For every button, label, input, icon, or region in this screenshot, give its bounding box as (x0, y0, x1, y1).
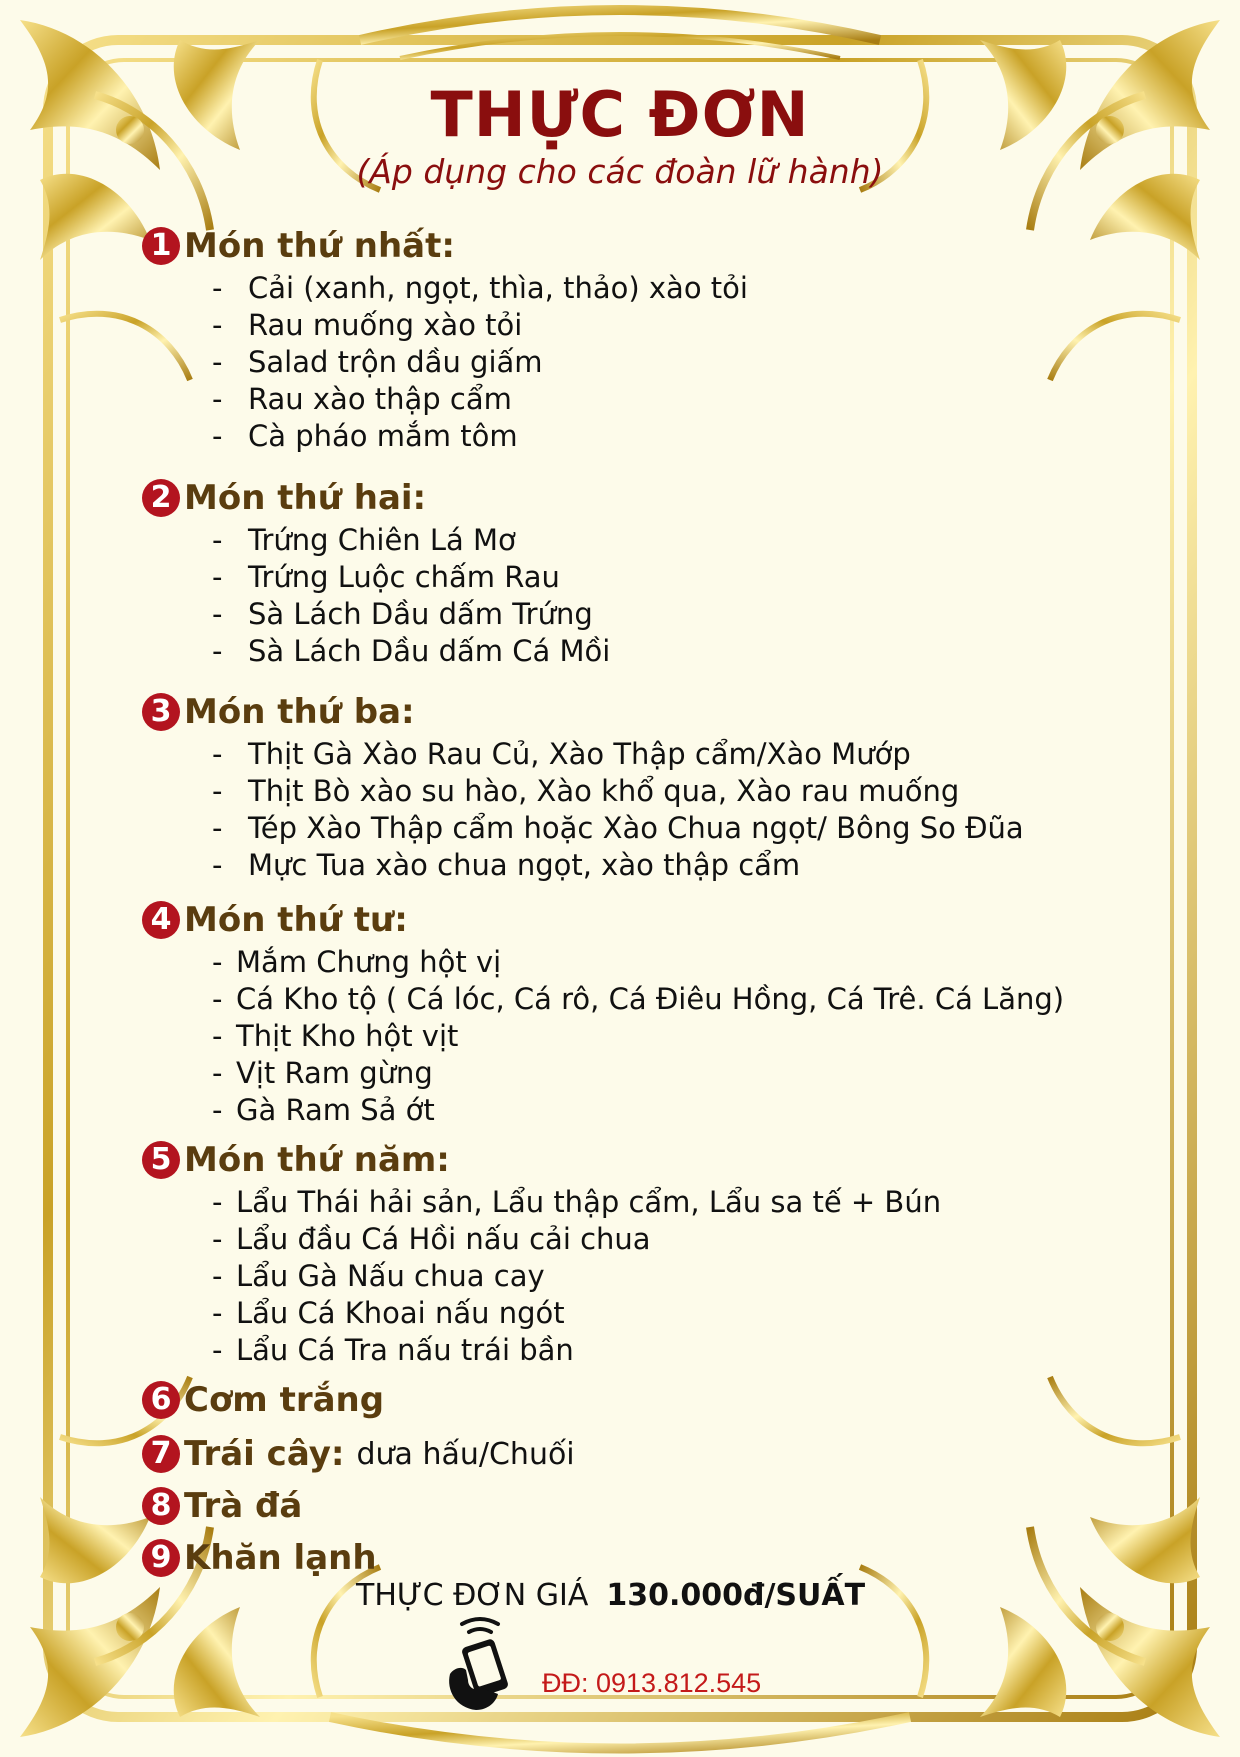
section-title: Món thứ tư: (184, 900, 408, 940)
section-title: Món thứ hai: (184, 478, 427, 518)
section-title: Trà đá (184, 1486, 303, 1526)
list-item: - Trứng Chiên Lá Mơ (212, 523, 516, 557)
section-number-badge: 1 (142, 227, 180, 265)
price-label: THỰC ĐƠN GIÁ (356, 1578, 589, 1613)
list-item: - Mắm Chưng hột vị (212, 945, 502, 979)
list-item: - Lẩu Cá Tra nấu trái bần (212, 1333, 574, 1367)
list-item: - Salad trộn dầu giấm (212, 345, 543, 379)
menu-section-6 (142, 1376, 1142, 1424)
menu-section-5 (142, 1136, 1142, 1369)
section-number-badge: 4 (142, 901, 180, 939)
menu-section-3 (142, 688, 1142, 884)
smartphone-hand-icon (442, 1612, 518, 1712)
section-number-badge: 3 (142, 693, 180, 731)
section-number-badge: 9 (142, 1539, 180, 1577)
menu-section-2 (142, 474, 1142, 670)
section-number-badge: 2 (142, 479, 180, 517)
section-detail: dưa hấu/Chuối (356, 1436, 575, 1472)
list-item: - Gà Ram Sả ớt (212, 1093, 435, 1127)
section-title: Cơm trắng (184, 1380, 385, 1420)
list-item: - Sà Lách Dầu dấm Trứng (212, 597, 593, 631)
list-item: - Lẩu Cá Khoai nấu ngót (212, 1296, 565, 1330)
section-title: Món thứ nhất: (184, 226, 455, 266)
menu-section-9 (142, 1534, 1142, 1582)
list-item: - Rau muống xào tỏi (212, 308, 523, 342)
list-item: - Rau xào thập cẩm (212, 382, 512, 416)
section-number-badge: 5 (142, 1141, 180, 1179)
list-item: - Thịt Kho hột vịt (212, 1019, 459, 1053)
menu-section-7 (142, 1430, 1142, 1478)
list-item: - Thịt Bò xào su hào, Xào khổ qua, Xào rau muống (212, 774, 960, 808)
menu-title: THỰC ĐƠN (430, 78, 810, 151)
section-number-badge: 8 (142, 1487, 180, 1525)
list-item: - Lẩu Gà Nấu chua cay (212, 1259, 545, 1293)
menu-section-4 (142, 896, 1142, 1129)
menu-section-8 (142, 1482, 1142, 1530)
price-value: 130.000đ/SUẤT (606, 1578, 866, 1613)
list-item: - Cà pháo mắm tôm (212, 419, 518, 453)
section-title: Khăn lạnh (184, 1538, 377, 1578)
section-title: Trái cây: (184, 1434, 345, 1474)
menu-subtitle: (Áp dụng cho các đoàn lữ hành) (356, 152, 884, 191)
section-number-badge: 7 (142, 1435, 180, 1473)
list-item: - Vịt Ram gừng (212, 1056, 433, 1090)
list-item: - Mực Tua xào chua ngọt, xào thập cẩm (212, 848, 801, 882)
list-item: - Trứng Luộc chấm Rau (212, 560, 560, 594)
list-item: - Lẩu đầu Cá Hồi nấu cải chua (212, 1222, 651, 1256)
contact-phone: ĐĐ: 0913.812.545 (542, 1668, 762, 1698)
list-item: - Cải (xanh, ngọt, thìa, thảo) xào tỏi (212, 271, 748, 305)
list-item: - Thịt Gà Xào Rau Củ, Xào Thập cẩm/Xào Mướp (212, 737, 911, 771)
list-item: - Cá Kho tộ ( Cá lóc, Cá rô, Cá Điêu Hồng, Cá Trê. Cá Lăng) (212, 982, 1065, 1016)
menu-price (356, 1578, 865, 1613)
menu-section-1 (142, 222, 1142, 455)
list-item: - Lẩu Thái hải sản, Lẩu thập cẩm, Lẩu sa tế + Bún (212, 1185, 942, 1219)
section-title: Món thứ năm: (184, 1140, 450, 1180)
list-item: - Tép Xào Thập cẩm hoặc Xào Chua ngọt/ Bông So Đũa (212, 811, 1024, 845)
list-item: - Sà Lách Dầu dấm Cá Mồi (212, 634, 611, 668)
section-number-badge: 6 (142, 1381, 180, 1419)
section-title: Món thứ ba: (184, 692, 415, 732)
